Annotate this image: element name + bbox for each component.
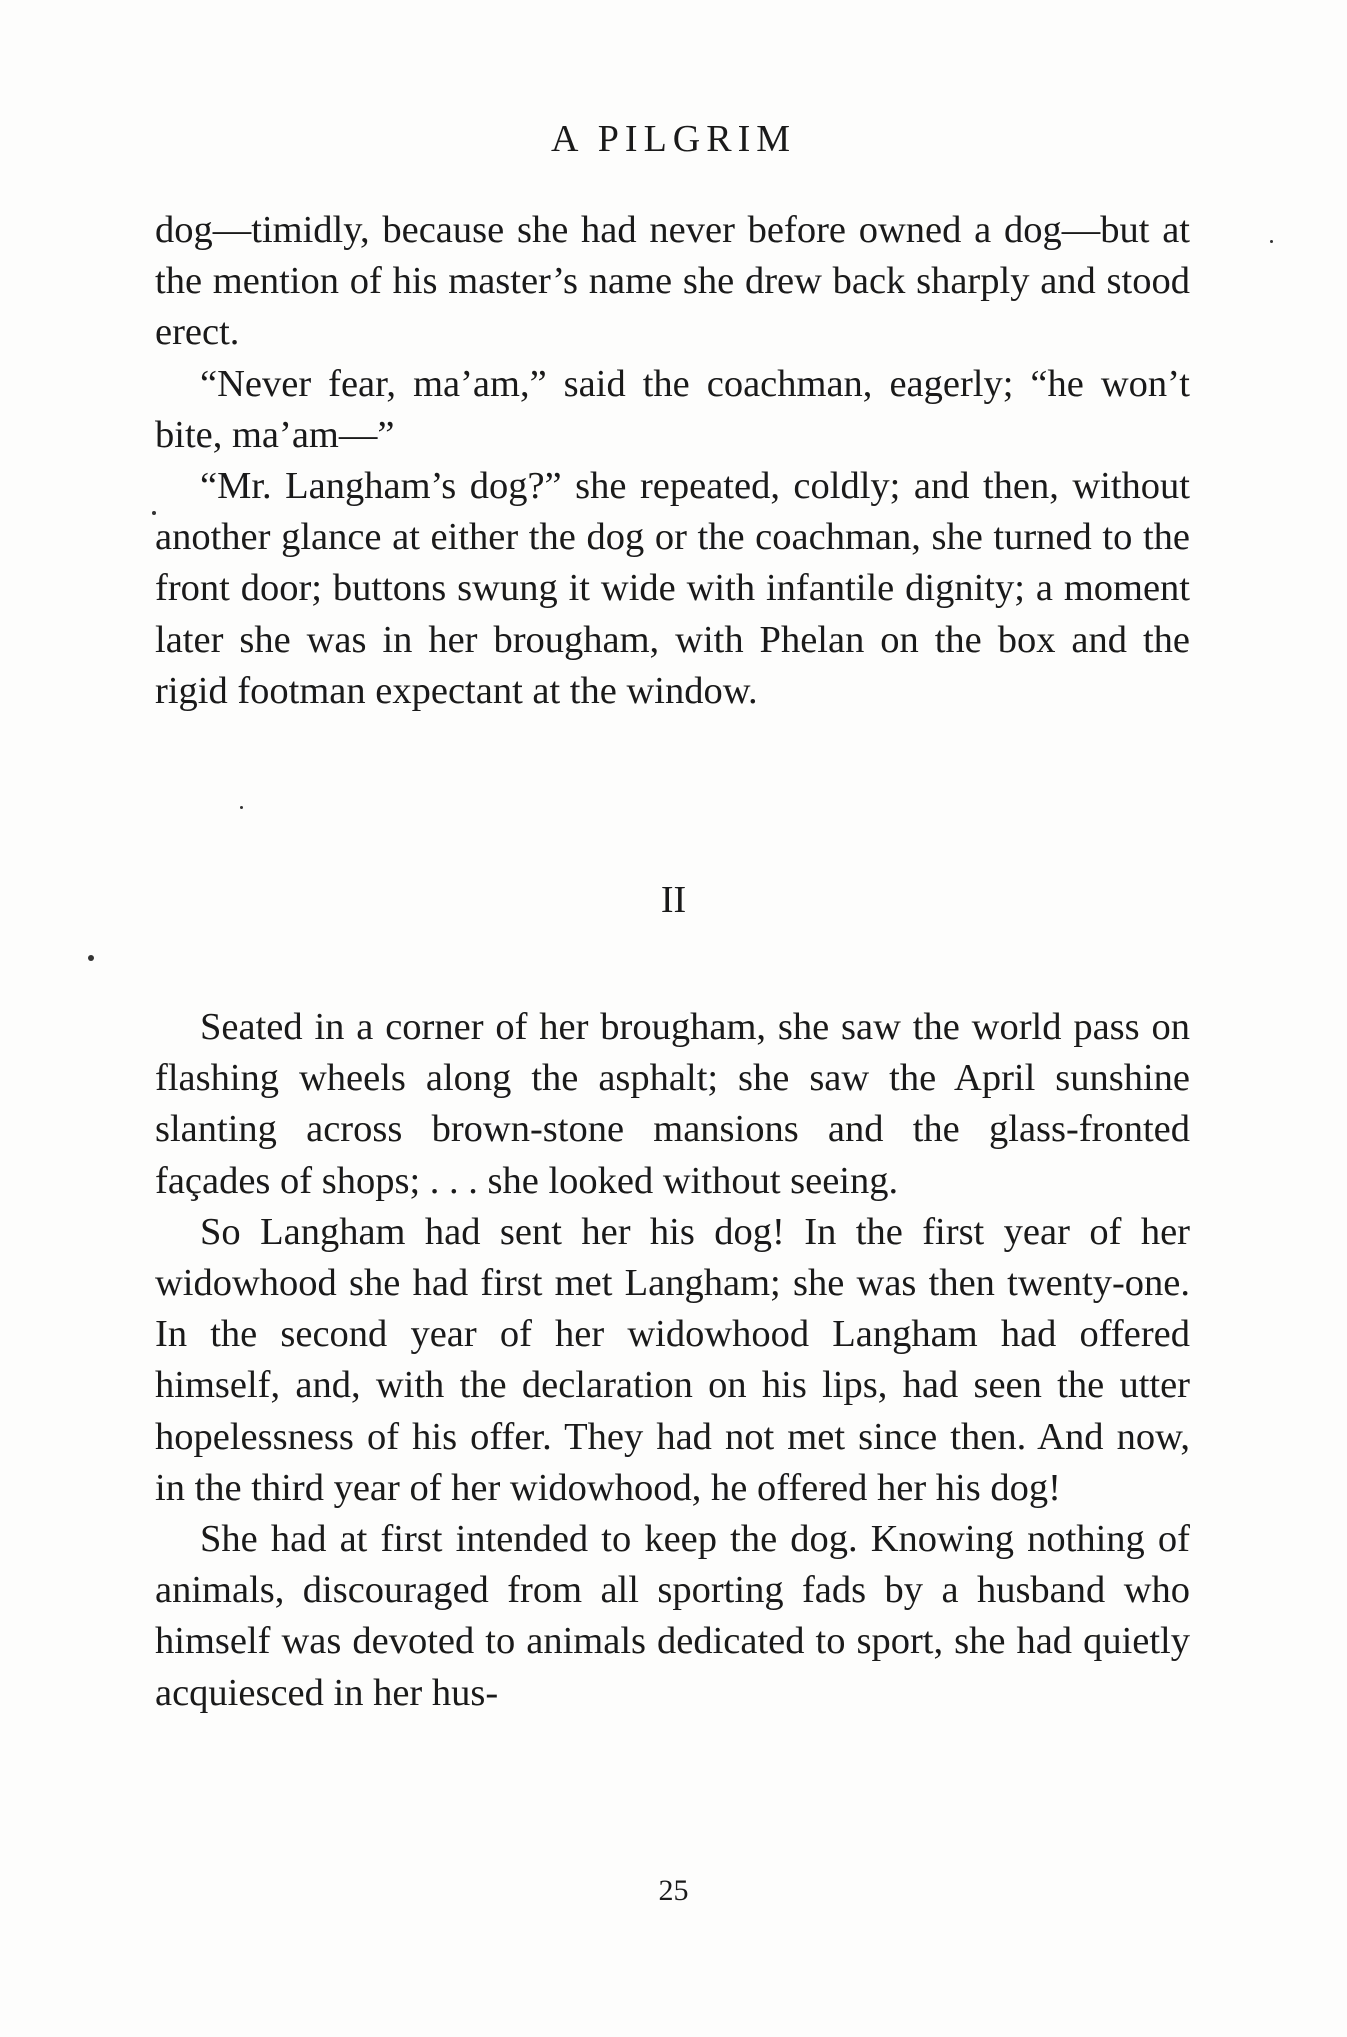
- paragraph: Seated in a corner of her brougham, she saw the world pass on flashing wheels along the asphalt; she saw the April sunshine slanting across brown-stone mansions and the glass-fronted façades of shops; . . . she looked without seeing.: [155, 1006, 1190, 1202]
- paragraph: She had at first intended to keep the dog. Knowing nothing of animals, discouraged from all sporting fads by a husband who himself was devoted to animals dedicated to sport, she had quietly acquiesced in her hus-: [155, 1518, 1190, 1714]
- paragraph: dog—timidly, because she had never before owned a dog—but at the mention of his master’s name she drew back sharply and stood erect.: [155, 209, 1190, 354]
- print-speck: [88, 955, 94, 961]
- text-block-section-two: [155, 1002, 1190, 1719]
- section-heading: II: [660, 879, 687, 921]
- page-number: 25: [658, 1874, 689, 1907]
- running-head: A PILGRIM: [550, 118, 797, 160]
- print-speck: [152, 511, 156, 515]
- paragraph: So Langham had sent her his dog! In the first year of her widowhood she had first met Langham; she was then twenty-one. In the second year of her widowhood Langham had offered himself, and, with the declaration on his lips, had seen the utter hopelessness of his offer. They had not met since then. And now, in the third year of her widowhood, he offered her his dog!: [155, 1210, 1190, 1509]
- print-speck: [240, 806, 243, 809]
- text-block-opening: [155, 205, 1190, 717]
- paragraph: “Mr. Langham’s dog?” she repeated, coldly; and then, without another glance at either the dog or the coachman, she turned to the front door; buttons swung it wide with infantile dignity; a moment later she was in her brougham, with Phelan on the box and the rigid footman expectant at the window.: [155, 465, 1190, 712]
- paragraph: “Never fear, ma’am,” said the coachman, eagerly; “he won’t bite, ma’am—”: [155, 362, 1190, 456]
- print-speck: [1270, 240, 1273, 243]
